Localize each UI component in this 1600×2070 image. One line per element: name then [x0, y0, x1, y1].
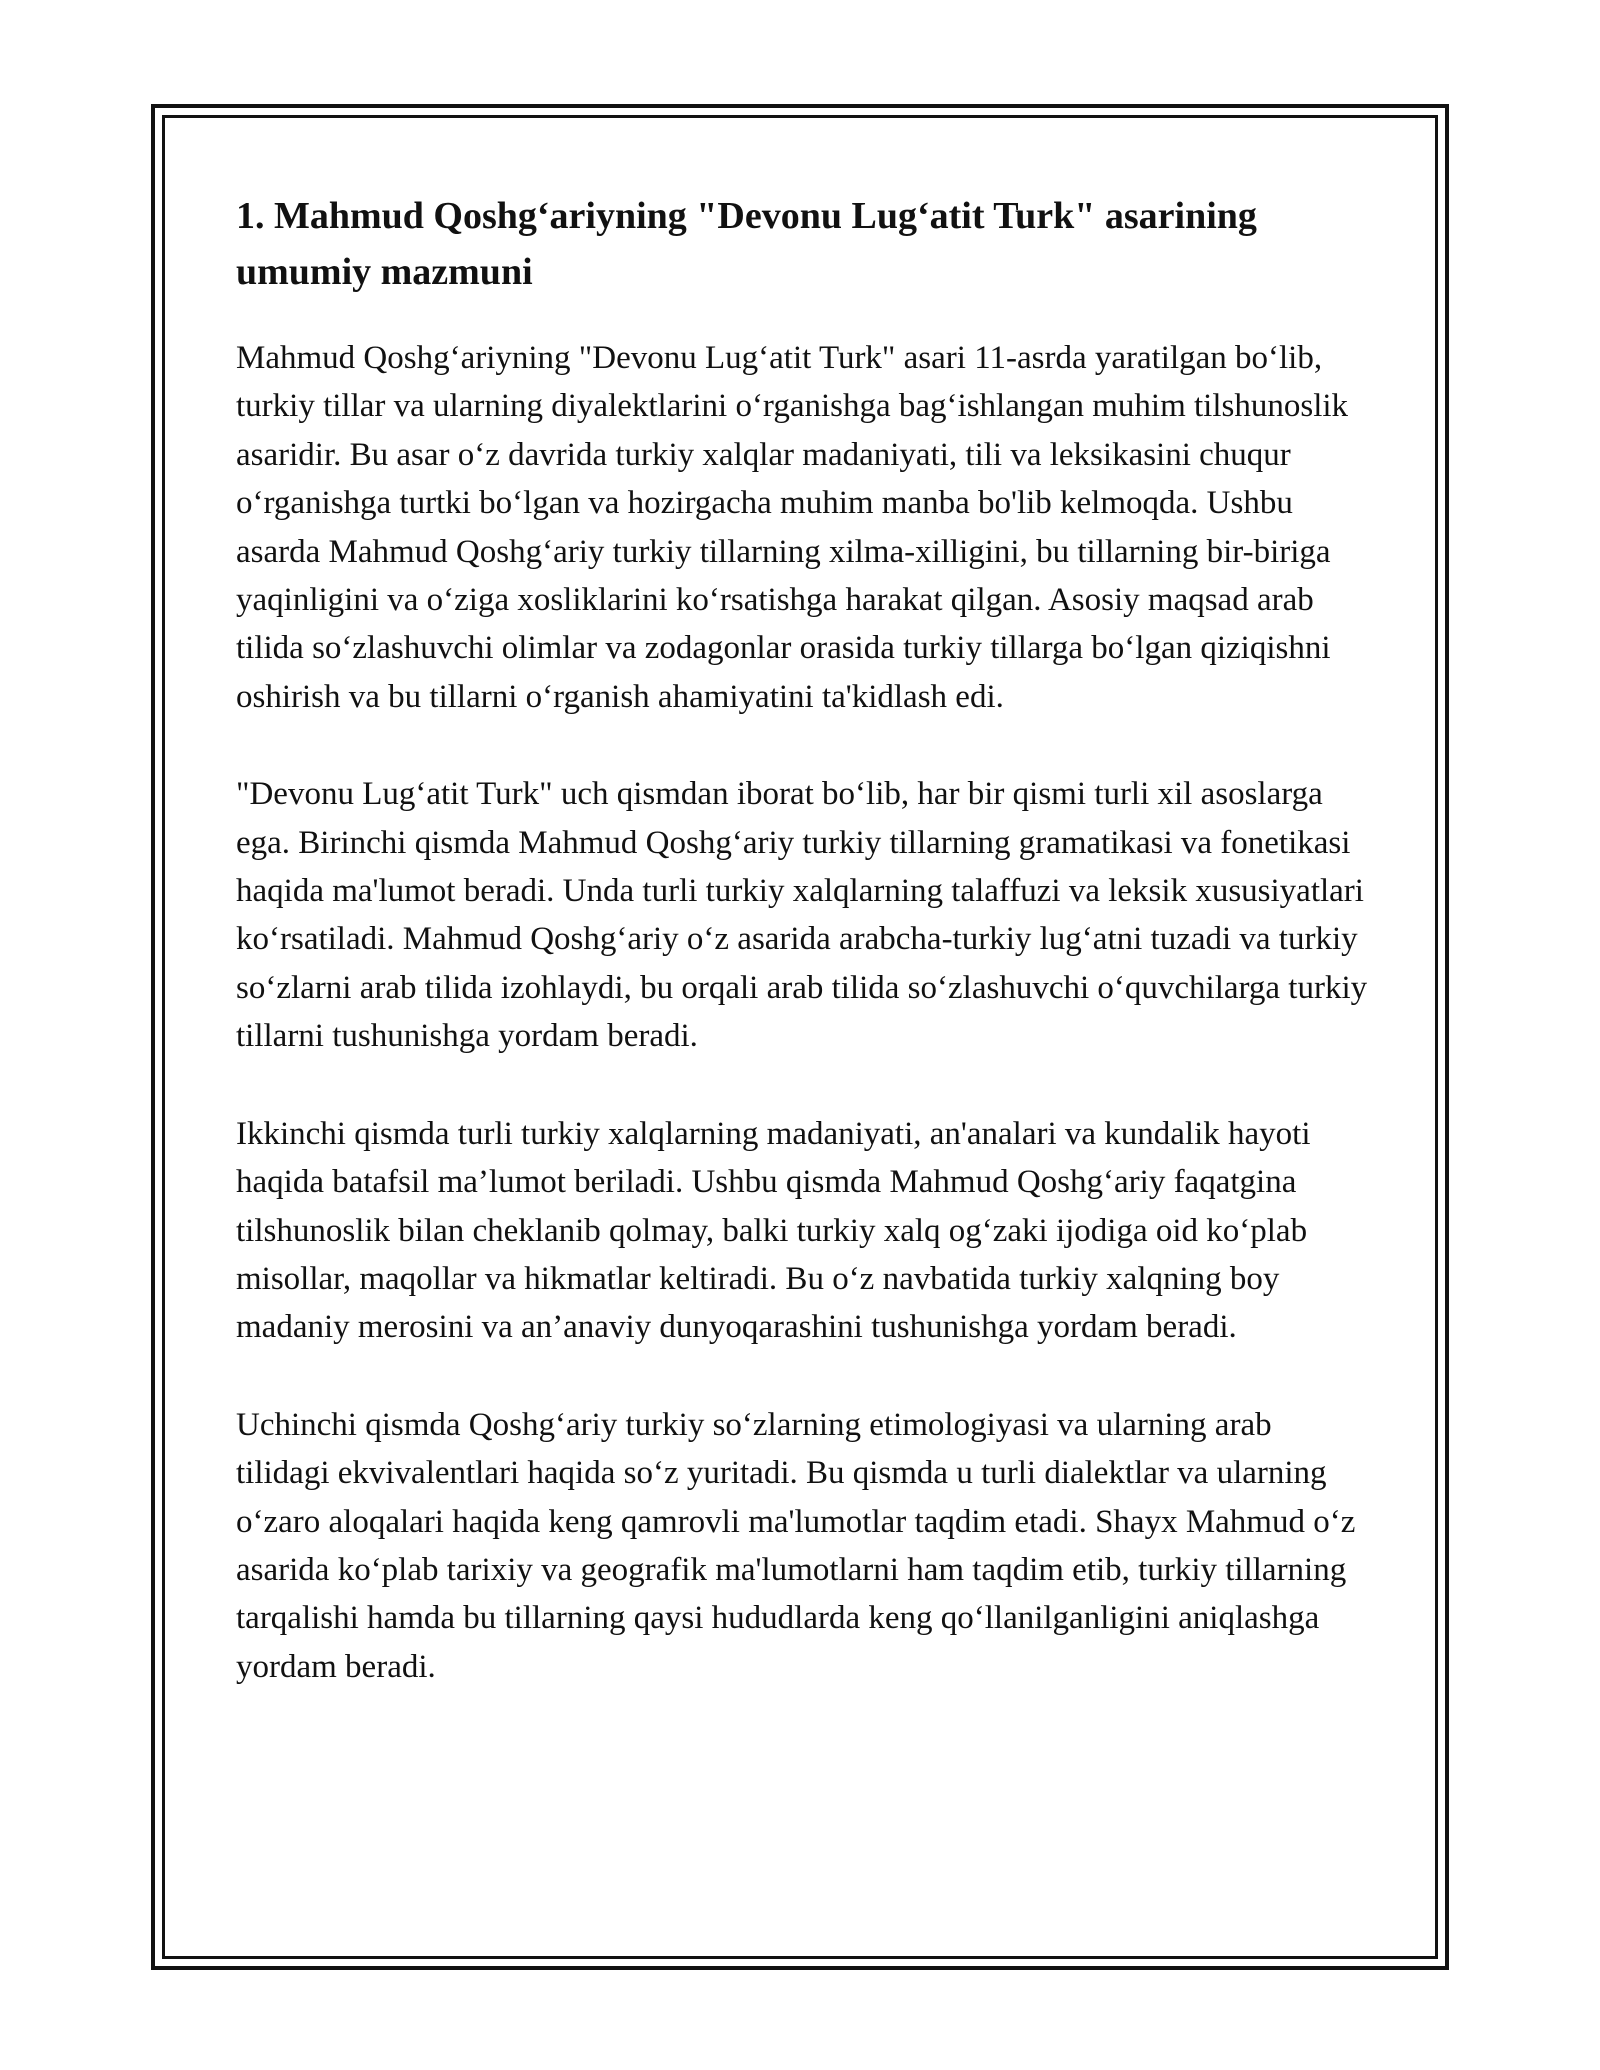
paragraph-second-part: Ikkinchi qismda turli turkiy xalqlarning madaniyati, an'analari va kundalik hayoti haqida batafsil ma’lumot beriladi. Ushbu qismda Mahmud Qoshg‘ariy faqatgina tilshunoslik bilan cheklanib qolmay, balki turkiy xalq og‘zaki ijodiga oid ko‘plab misollar, maqollar va hikmatlar keltiradi. Bu o‘z navbatida turkiy xalqning boy madaniy merosini va an’anaviy dunyoqarashini tushunishga yordam beradi. — [236, 1115, 1311, 1346]
paragraph-third-part: Uchinchi qismda Qoshg‘ariy turkiy so‘zlarning etimologiyasi va ularning arab tilidagi ekvivalentlari haqida so‘z yuritadi. Bu qismda u turli dialektlar va ularning o‘zaro aloqalari haqida keng qamrovli ma'lumotlar taqdim etadi. Shayx Mahmud o‘z asarida ko‘plab tarixiy va geografik ma'lumotlarni ham taqdim etib, turkiy tillarning tarqalishi hamda bu tillarning qaysi hududlarda keng qo‘llanilganligini aniqlashga yordam beradi. — [236, 1406, 1356, 1685]
paragraph-introduction: Mahmud Qoshg‘ariyning "Devonu Lug‘atit Turk" asari 11-asrda yaratilgan bo‘lib, turkiy tillar va ularning diyalektlarini o‘rganishga bag‘ishlangan muhim tilshunoslik asaridir. Bu asar o‘z davrida turkiy xalqlar madaniyati, tili va leksikasini chuqur o‘rganishga turtki bo‘lgan va hozirgacha muhim manba bo'lib kelmoqda. Ushbu asarda Mahmud Qoshg‘ariy turkiy tillarning xilma-xilligini, bu tillarning bir-biriga yaqinligini va o‘ziga xosliklarini ko‘rsatishga harakat qilgan. Asosiy maqsad arab tilida so‘zlashuvchi olimlar va zodagonlar orasida turkiy tillarga bo‘lgan qiziqishni oshirish va bu tillarni o‘rganish ahamiyatini ta'kidlash edi. — [236, 340, 1349, 715]
document-content — [236, 188, 1370, 1740]
section-heading: 1. Mahmud Qoshg‘ariyning "Devonu Lug‘atit Turk" asarining umumiy mazmuni — [236, 195, 1257, 293]
paragraph-first-part: "Devonu Lug‘atit Turk" uch qismdan iborat bo‘lib, har bir qismi turli xil asoslarga ega. Birinchi qismda Mahmud Qoshg‘ariy turkiy tillarning gramatikasi va fonetikasi haqida ma'lumot beradi. Unda turli turkiy xalqlarning talaffuzi va leksik xususiyatlari ko‘rsatiladi. Mahmud Qoshg‘ariy o‘z asarida arabcha-turkiy lug‘atni tuzadi va turkiy so‘zlarni arab tilida izohlaydi, bu orqali arab tilida so‘zlashuvchi o‘quvchilarga turkiy tillarni tushunishga yordam beradi. — [236, 776, 1368, 1055]
